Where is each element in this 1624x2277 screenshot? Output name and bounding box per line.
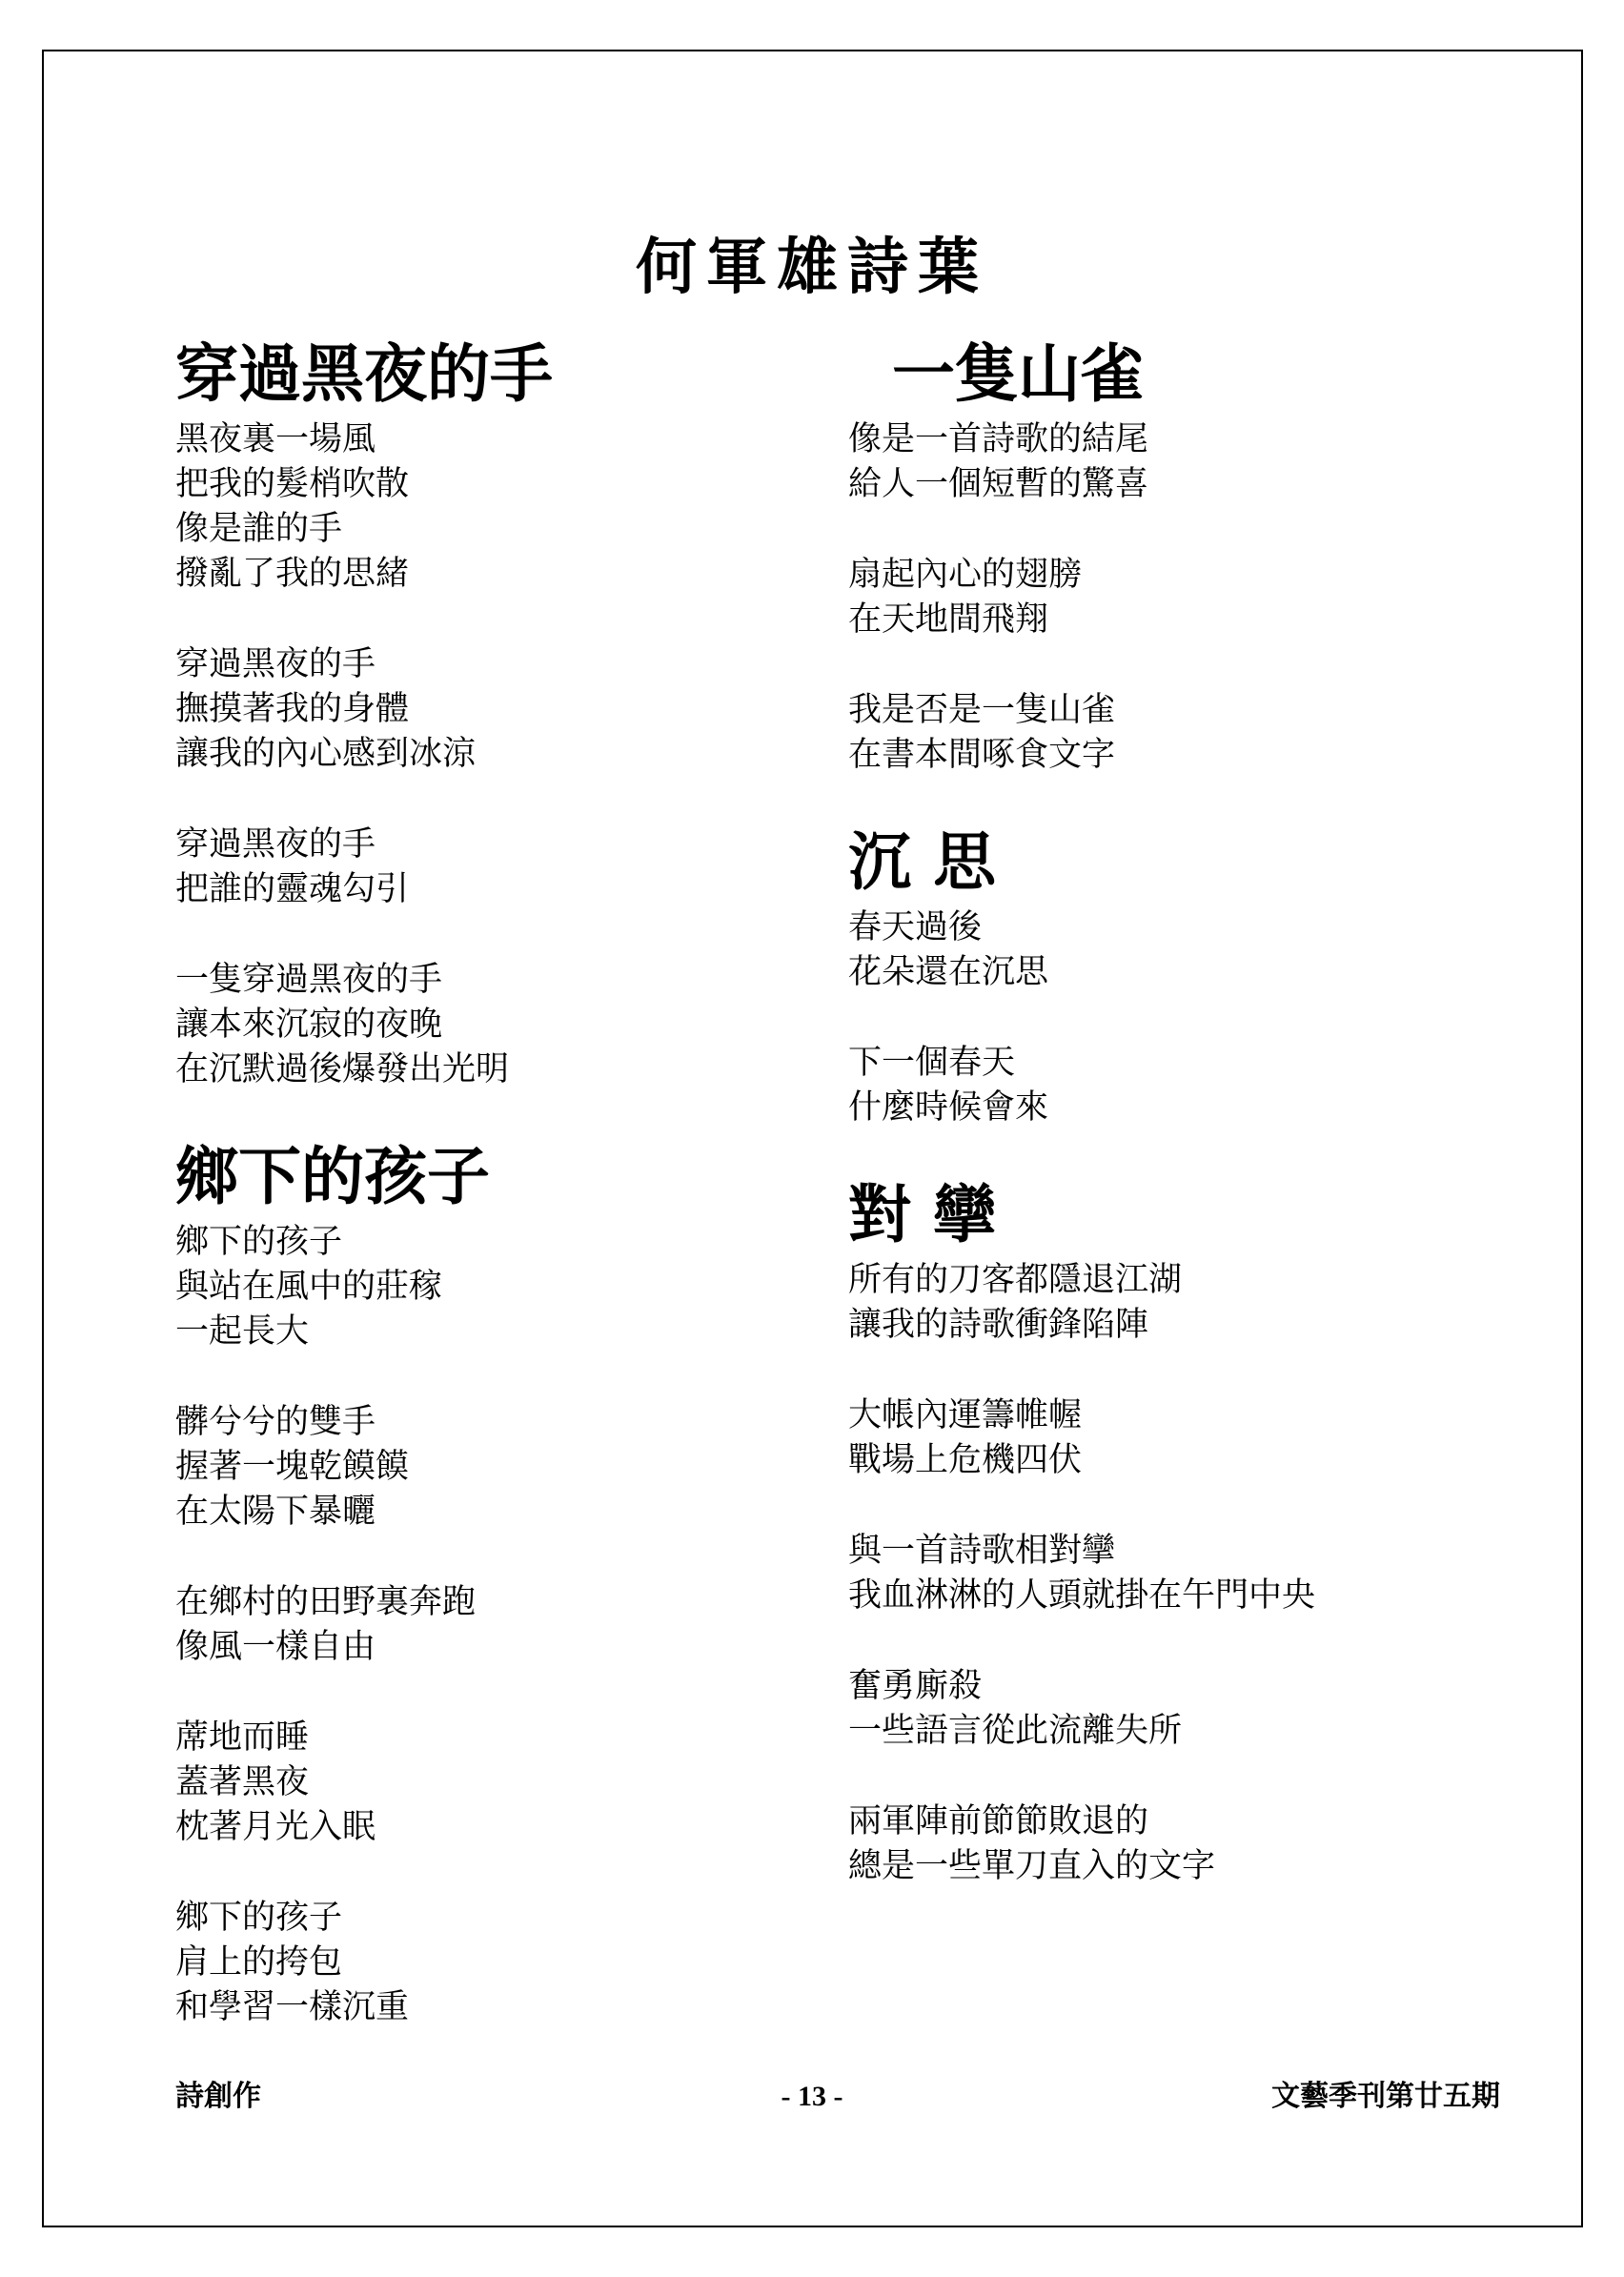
- stanza: [175, 1896, 785, 2030]
- poem-line: 戰場上危機四伏: [848, 1441, 1083, 1479]
- stanza: [848, 1258, 1420, 1348]
- poem-line: 黑夜裏一場風: [175, 420, 376, 458]
- poem-line: 與一首詩歌相對攣: [848, 1532, 1116, 1570]
- poem-title: 鄉下的孩子: [175, 1139, 490, 1213]
- poem-line: 兩軍陣前節節敗退的: [848, 1802, 1149, 1840]
- poem-line: 所有的刀客都隱退江湖: [848, 1261, 1183, 1299]
- poem-line: 給人一個短暫的驚喜: [848, 465, 1149, 503]
- poem: [175, 1136, 785, 2030]
- left-column: [175, 334, 785, 2074]
- poem-line: 像風一樣自由: [175, 1628, 376, 1666]
- poem: [848, 1174, 1420, 1889]
- footer-page-number: - 13 -: [781, 2081, 843, 2112]
- poem-line: 一起長大: [175, 1312, 310, 1351]
- poem-line: 扇起內心的翅膀: [848, 556, 1083, 594]
- poem-line: 花朵還在沉思: [848, 953, 1049, 991]
- right-column: [848, 334, 1420, 1933]
- poem-line: 穿過黑夜的手: [175, 825, 376, 864]
- stanza: [848, 905, 1420, 995]
- poem-line: 我血淋淋的人頭就掛在午門中央: [848, 1576, 1316, 1615]
- stanza: [175, 642, 785, 777]
- poem-line: 大帳內運籌帷幄: [848, 1396, 1083, 1434]
- stanza: [848, 1799, 1420, 1889]
- poem-line: 和學習一樣沉重: [175, 1988, 410, 2026]
- stanza: [175, 1716, 785, 1850]
- poem-line: 穿過黑夜的手: [175, 645, 376, 683]
- poem-line: 在太陽下暴曬: [175, 1493, 376, 1531]
- stanza: [848, 1041, 1420, 1130]
- stanza: [848, 1529, 1420, 1618]
- poem-line: 握著一塊乾饃饃: [175, 1448, 410, 1486]
- poem-line: 髒兮兮的雙手: [175, 1403, 376, 1441]
- poem-title: 對 攣: [848, 1177, 996, 1251]
- footer-section-name: 詩創作: [175, 2080, 261, 2113]
- poem-line: 鄉下的孩子: [175, 1223, 343, 1261]
- poem-title: 一隻山雀: [848, 336, 1144, 411]
- poem: [848, 822, 1420, 1130]
- poem-line: 在鄉村的田野裏奔跑: [175, 1583, 477, 1621]
- poem-line: 什麼時候會來: [848, 1088, 1049, 1127]
- stanza: [175, 1400, 785, 1535]
- poem-line: 像是一首詩歌的結尾: [848, 420, 1149, 458]
- poem-line: 下一個春天: [848, 1044, 1016, 1082]
- poem-line: 蓋著黑夜: [175, 1763, 310, 1801]
- poem-line: 讓本來沉寂的夜晚: [175, 1006, 443, 1044]
- poem-line: 撥亂了我的思緒: [175, 555, 410, 593]
- stanza: [175, 958, 785, 1092]
- stanza: [175, 1580, 785, 1670]
- stanza: [848, 688, 1420, 778]
- poem-line: 總是一些單刀直入的文字: [848, 1847, 1216, 1885]
- poem-line: 奮勇廝殺: [848, 1667, 983, 1705]
- poem: [175, 334, 785, 1092]
- poem: [848, 334, 1420, 778]
- stanza: [175, 417, 785, 597]
- poem-line: 在沉默過後爆發出光明: [175, 1050, 510, 1088]
- poem-line: 像是誰的手: [175, 510, 343, 548]
- poem-line: 肩上的挎包: [175, 1943, 343, 1982]
- poem-line: 把誰的靈魂勾引: [175, 870, 410, 908]
- poem-line: 我是否是一隻山雀: [848, 691, 1116, 729]
- poem-line: 鄉下的孩子: [175, 1899, 343, 1937]
- poem-line: 一隻穿過黑夜的手: [175, 961, 443, 999]
- poem-line: 把我的髮梢吹散: [175, 465, 410, 503]
- poem-line: 在天地間飛翔: [848, 600, 1049, 639]
- poem-line: 一些語言從此流離失所: [848, 1712, 1183, 1750]
- poem-line: 在書本間啄食文字: [848, 736, 1116, 774]
- poem-line: 蓆地而睡: [175, 1718, 310, 1757]
- poem-line: 撫摸著我的身體: [175, 690, 410, 728]
- poem-line: 讓我的詩歌衝鋒陷陣: [848, 1306, 1149, 1344]
- stanza: [848, 1664, 1420, 1754]
- poem-line: 春天過後: [848, 908, 983, 946]
- poem-line: 枕著月光入眠: [175, 1808, 376, 1846]
- page-title: 何軍雄詩葉: [636, 231, 988, 303]
- poem-title: 沉 思: [848, 824, 996, 899]
- footer-publication: 文藝季刊第廿五期: [1271, 2080, 1500, 2113]
- stanza: [848, 417, 1420, 507]
- poem-line: 與站在風中的莊稼: [175, 1268, 443, 1306]
- poem-title: 穿過黑夜的手: [175, 336, 553, 411]
- stanza: [175, 1220, 785, 1354]
- poem-line: 讓我的內心感到冰涼: [175, 735, 477, 773]
- stanza: [848, 1393, 1420, 1483]
- stanza: [175, 823, 785, 912]
- stanza: [848, 553, 1420, 642]
